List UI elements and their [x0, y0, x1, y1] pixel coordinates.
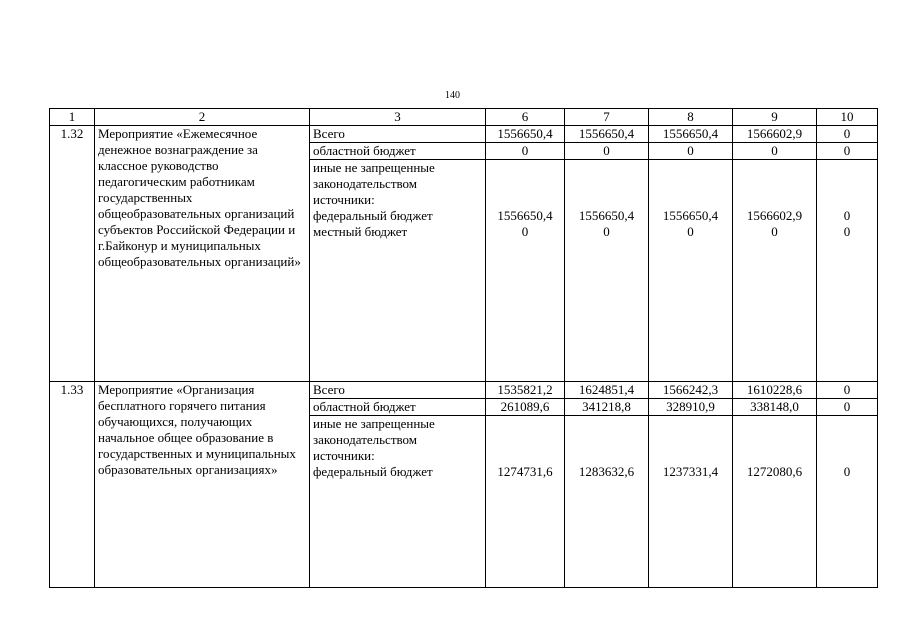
local-value: 0: [843, 224, 851, 239]
source-values-cell: [565, 416, 649, 588]
header-col-3: 3: [310, 109, 486, 126]
header-row: [50, 109, 878, 126]
federal-label: федеральный бюджет: [313, 464, 433, 479]
source-values-cell: [817, 416, 878, 588]
total-value: 1535821,2: [486, 382, 565, 399]
row-number: 1.33: [50, 382, 95, 588]
total-value: 1610228,6: [733, 382, 817, 399]
table-row: [50, 382, 878, 399]
other-sources-cell: [310, 160, 486, 382]
federal-value: 1566602,9: [746, 208, 803, 223]
other-sources-label: иные не запрещенные законодательством источники:: [313, 160, 435, 207]
total-value: 0: [817, 126, 878, 143]
local-value: 0: [521, 224, 529, 239]
federal-value: 1556650,4: [497, 208, 553, 223]
source-values-cell: [649, 416, 733, 588]
source-values-cell: [486, 416, 565, 588]
header-col-7: 7: [565, 109, 649, 126]
federal-value: 1283632,6: [578, 464, 635, 479]
other-sources-label: иные не запрещенные законодательством источники:: [313, 416, 435, 463]
regional-value: 0: [486, 143, 565, 160]
regional-label: областной бюджет: [310, 143, 486, 160]
regional-value: 341218,8: [565, 399, 649, 416]
header-col-9: 9: [733, 109, 817, 126]
source-values-cell: [565, 160, 649, 382]
row-title: Мероприятие «Ежемесячное денежное вознаграждение за классное руководство педагогическим работникам государственных общеобразовательных организаций субъектов Российской Федерации и г.Байконур и муниципальных общеобразовательных организаций»: [95, 126, 310, 382]
regional-value: 338148,0: [733, 399, 817, 416]
source-values-cell: [817, 160, 878, 382]
header-col-6: 6: [486, 109, 565, 126]
federal-label: федеральный бюджет: [313, 208, 433, 223]
budget-table: [49, 108, 878, 588]
regional-value: 261089,6: [486, 399, 565, 416]
regional-value: 0: [565, 143, 649, 160]
total-label: Всего: [310, 382, 486, 399]
total-value: 1556650,4: [565, 126, 649, 143]
regional-value: 0: [649, 143, 733, 160]
source-values-cell: [649, 160, 733, 382]
total-value: 1556650,4: [486, 126, 565, 143]
regional-value: 0: [817, 399, 878, 416]
total-value: 1566242,3: [649, 382, 733, 399]
local-value: 0: [687, 224, 694, 239]
total-value: 0: [817, 382, 878, 399]
total-value: 1556650,4: [649, 126, 733, 143]
total-label: Всего: [310, 126, 486, 143]
source-values-cell: [486, 160, 565, 382]
federal-value: 1237331,4: [662, 464, 719, 479]
source-values-cell: [733, 160, 817, 382]
local-label: местный бюджет: [313, 224, 408, 239]
local-value: 0: [771, 224, 778, 239]
header-col-2: 2: [95, 109, 310, 126]
federal-value: 0: [843, 208, 851, 223]
row-number: 1.32: [50, 126, 95, 382]
other-sources-cell: [310, 416, 486, 588]
page-number: 140: [445, 90, 460, 101]
header-col-8: 8: [649, 109, 733, 126]
federal-value: 1556650,4: [578, 208, 635, 223]
regional-label: областной бюджет: [310, 399, 486, 416]
source-values-cell: [733, 416, 817, 588]
total-value: 1566602,9: [733, 126, 817, 143]
federal-value: 1272080,6: [746, 464, 803, 479]
federal-value: 1556650,4: [662, 208, 719, 223]
total-value: 1624851,4: [565, 382, 649, 399]
regional-value: 0: [733, 143, 817, 160]
table-row: [50, 126, 878, 143]
header-col-10: 10: [817, 109, 878, 126]
federal-value: 0: [843, 464, 851, 479]
regional-value: 328910,9: [649, 399, 733, 416]
federal-value: 1274731,6: [497, 464, 553, 479]
regional-value: 0: [817, 143, 878, 160]
header-col-1: 1: [50, 109, 95, 126]
local-value: 0: [603, 224, 610, 239]
row-title: Мероприятие «Организация бесплатного горячего питания обучающихся, получающих начальное общее образование в государственных и муниципальных образовательных организациях»: [95, 382, 310, 588]
